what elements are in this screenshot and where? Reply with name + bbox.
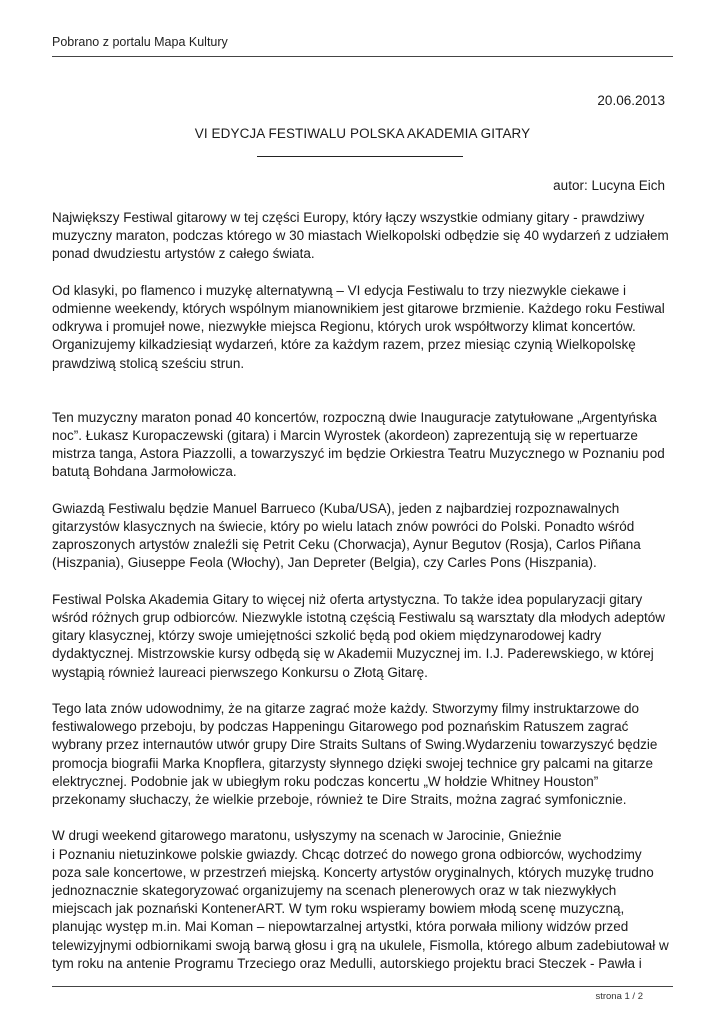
paragraph: Festiwal Polska Akademia Gitary to więcej niż oferta artystyczna. To także idea popularyzacji gitary wśród różnych grup odbiorców. Niezwykle istotną częścią Festiwalu są warsztaty dla młodych adeptów gitary klasycznej, którzy swoje umiejętności szkolić będą pod okiem międzynarodowej kadry dydaktycznej. Mistrzowskie kursy odbędą się w Akademii Muzycznej im. I.J. Paderewskiego, w której wystąpią również laureaci pierwszego Konkursu o Złotą Gitarę. bbox=[52, 591, 666, 680]
article-date: 20.06.2013 bbox=[597, 93, 665, 108]
footer-divider bbox=[52, 986, 673, 987]
article-author: autor: Lucyna Eich bbox=[553, 178, 665, 193]
page-number: strona 1 / 2 bbox=[595, 991, 643, 1002]
title-underline bbox=[257, 156, 463, 157]
paragraph: Ten muzyczny maraton ponad 40 koncertów, rozpoczną dwie Inauguracje zatytułowane „Argentyńska noc”. Łukasz Kuropaczewski (gitara) i Marcin Wyrostek (akordeon) zaprezentują się w repertuarze mistrza tanga, Astora Piazzolli, a towarzyszyć im będzie Orkiestra Teatru Muzycznego w Poznaniu pod batutą Bohdana Jarmołowicza. bbox=[52, 409, 665, 480]
page-header-source: Pobrano z portalu Mapa Kultury bbox=[52, 35, 228, 49]
paragraph: W drugi weekend gitarowego maratonu, usłyszymy na scenach w Jarocinie, Gnieźnie i Poznaniu nietuzinkowe polskie gwiazdy. Chcąc dotrzeć do nowego grona odbiorców, wychodzimy poza sale koncertowe, w przestrzeń miejską. Koncerty artystów oryginalnych, których muzykę trudno jednoznacznie skategoryzować organizujemy na scenach plenerowych oraz w tak niezwykłych miejscach jak poznański KontenerART. W tym roku wspieramy bowiem młodą scenę muzyczną, planując występ m.in. Mai Koman – niepowtarzalnej artystki, która porwała miliony widzów przed telewizyjnymi odbiornikami swoją barwą głosu i grą na ukulele, Fismolla, którego album zadebiutował w tym roku na antenie Programu Trzeciego oraz Medulli, autorskiego projektu braci Steczek - Pawła i bbox=[52, 828, 669, 971]
paragraph: Gwiazdą Festiwalu będzie Manuel Barrueco (Kuba/USA), jeden z najbardziej rozpoznawalnych gitarzystów klasycznych na świecie, który po wielu latach znów powróci do Polski. Ponadto wśród zaproszonych artystów znaleźli się Petrit Ceku (Chorwacja), Aynur Begutov (Rosja), Carlos Piñana (Hiszpania), Giuseppe Feola (Włochy), Jan Depreter (Belgia), czy Carles Pons (Hiszpania). bbox=[52, 500, 641, 571]
article-title: VI EDYCJA FESTIWALU POLSKA AKADEMIA GITARY bbox=[194, 126, 531, 141]
header-divider bbox=[52, 56, 673, 57]
paragraph: Największy Festiwal gitarowy w tej części Europy, który łączy wszystkie odmiany gitary - prawdziwy muzyczny maraton, podczas którego w 30 miastach Wielkopolski odbędzie się 40 wydarzeń z udziałem ponad dwudziestu artystów z całego świata. bbox=[52, 210, 669, 262]
article-body bbox=[52, 209, 672, 991]
paragraph: Tego lata znów udowodnimy, że na gitarze zagrać może każdy. Stworzymy filmy instruktarzowe do festiwalowego przeboju, by podczas Happeningu Gitarowego pod poznańskim Ratuszem zagrać wybrany przez internautów utwór grupy Dire Straits Sultans of Swing.Wydarzeniu towarzyszyć będzie promocja biografii Marka Knopflera, gitarzysty słynnego dzięki swojej technice gry palcami na gitarze elektrycznej. Podobnie jak w ubiegłym roku podczas koncertu „W hołdzie Whitney Houston” przekonamy słuchaczy, że wielkie przeboje, również te Dire Straits, można zagrać symfonicznie. bbox=[52, 701, 658, 808]
paragraph: Od klasyki, po flamenco i muzykę alternatywną – VI edycja Festiwalu to trzy niezwykle ciekawe i odmienne weekendy, których wspólnym mianownikiem jest gitarowe brzmienie. Każdego roku Festiwal odkrywa i promujeł nowe, niezwykłe miejsca Regionu, których urok współtworzy klimat koncertów. Organizujemy kilkadziesiąt wydarzeń, które za każdym razem, przez miesiąc czynią Wielkopolskę prawdziwą stolicą sześciu strun. bbox=[52, 282, 665, 371]
